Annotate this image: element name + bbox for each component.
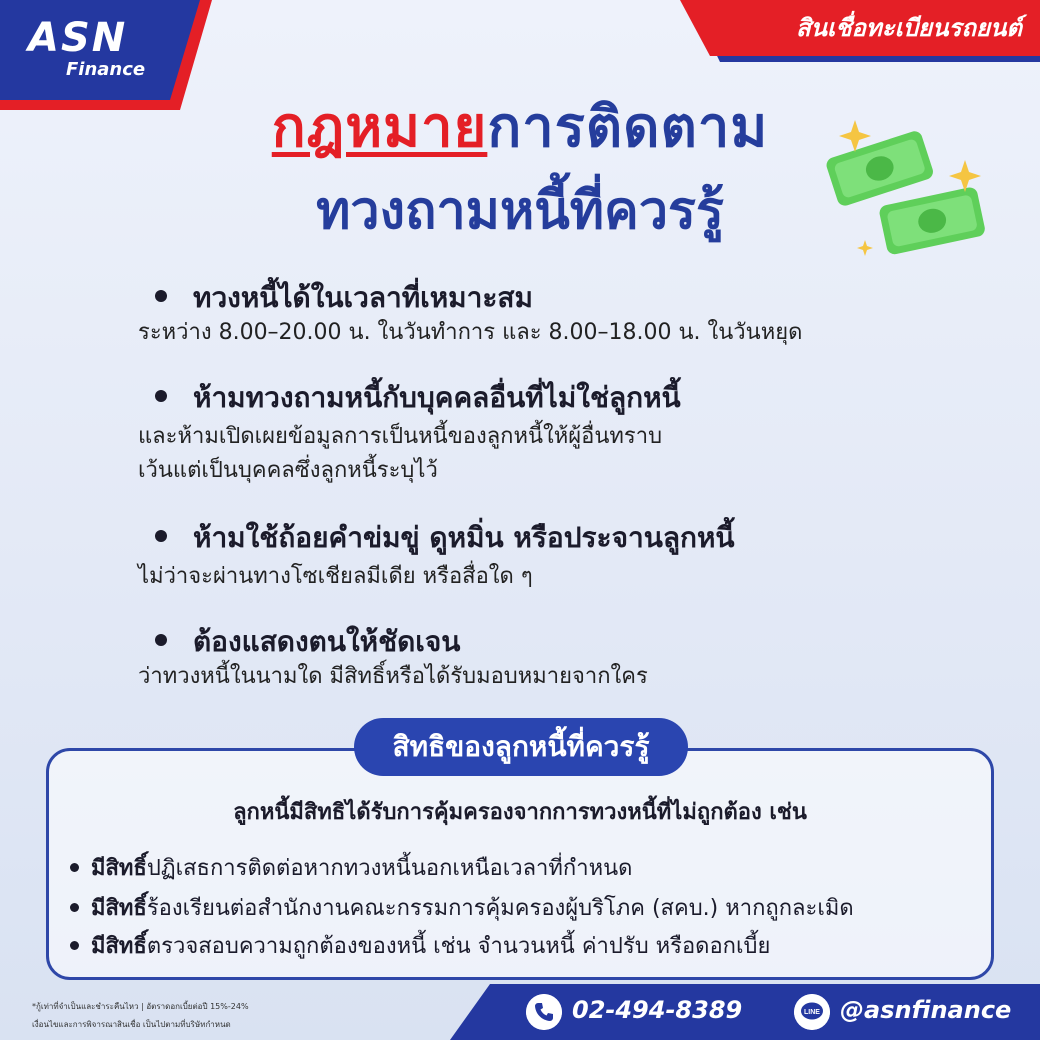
- point-1-detail: ระหว่าง 8.00–20.00 น. ในวันทำการ และ 8.00–18.00 น. ในวันหยุด: [138, 320, 803, 345]
- rights-intro: ลูกหนี้มีสิทธิได้รับการคุ้มครองจากการทวงหนี้ที่ไม่ถูกต้อง เช่น: [233, 800, 807, 825]
- money-icon: [815, 100, 995, 260]
- line-id[interactable]: @asnfinance: [840, 996, 1012, 1024]
- point-3-detail: ไม่ว่าจะผ่านทางโซเชียลมีเดีย หรือสื่อใด ๆ: [138, 564, 533, 589]
- title-highlight: กฎหมาย: [271, 95, 488, 160]
- point-2-detail-2: เว้นแต่เป็นบุคคลซึ่งลูกหนี้ระบุไว้: [138, 458, 438, 483]
- footnote-2: เงื่อนไขและการพิจารณาสินเชื่อ เป็นไปตามที่บริษัทกำหนด: [32, 1020, 231, 1029]
- page-subtitle: ทวงถามหนี้ที่ควรรู้: [316, 181, 724, 241]
- point-3-heading: ห้ามใช้ถ้อยคำข่มขู่ ดูหมิ่น หรือประจานลูกหนี้: [165, 516, 735, 560]
- rights-item: มีสิทธิ์ปฏิเสธการติดต่อหากทวงหนี้นอกเหนือเวลาที่กำหนด: [70, 850, 632, 885]
- point-4-detail: ว่าทวงหนี้ในนามใด มีสิทธิ์หรือได้รับมอบหมายจากใคร: [138, 664, 648, 689]
- point-4-heading: ต้องแสดงตนให้ชัดเจน: [165, 620, 460, 664]
- point-2-detail-1: และห้ามเปิดเผยข้อมูลการเป็นหนี้ของลูกหนี้ให้ผู้อื่นทราบ: [138, 424, 663, 449]
- brand-name: ASN: [28, 15, 128, 61]
- phone-icon: [526, 994, 562, 1030]
- rights-item: มีสิทธิ์ร้องเรียนต่อสำนักงานคณะกรรมการคุ้มครองผู้บริโภค (สคบ.) หากถูกละเมิด: [70, 890, 854, 925]
- point-1-heading: ทวงหนี้ได้ในเวลาที่เหมาะสม: [165, 276, 533, 320]
- footnote-1: *กู้เท่าที่จำเป็นและชำระคืนไหว | อัตราดอกเบี้ยต่อปี 15%-24%: [32, 1002, 249, 1011]
- rights-item: มีสิทธิ์ตรวจสอบความถูกต้องของหนี้ เช่น จำนวนหนี้ ค่าปรับ หรือดอกเบี้ย: [70, 928, 770, 963]
- line-icon: [794, 994, 830, 1030]
- phone-number[interactable]: 02-494-8389: [572, 996, 743, 1024]
- brand-logo: [28, 16, 145, 80]
- point-2-heading: ห้ามทวงถามหนี้กับบุคคลอื่นที่ไม่ใช่ลูกหนี้: [165, 376, 681, 420]
- brand-sub: Finance: [66, 59, 146, 80]
- rights-title: สิทธิของลูกหนี้ที่ควรรู้: [354, 718, 688, 776]
- line-icon-label: LINE: [804, 1009, 820, 1016]
- banner-text: สินเชื่อทะเบียนรถยนต์: [795, 14, 1022, 42]
- title-rest: การติดตาม: [487, 95, 769, 160]
